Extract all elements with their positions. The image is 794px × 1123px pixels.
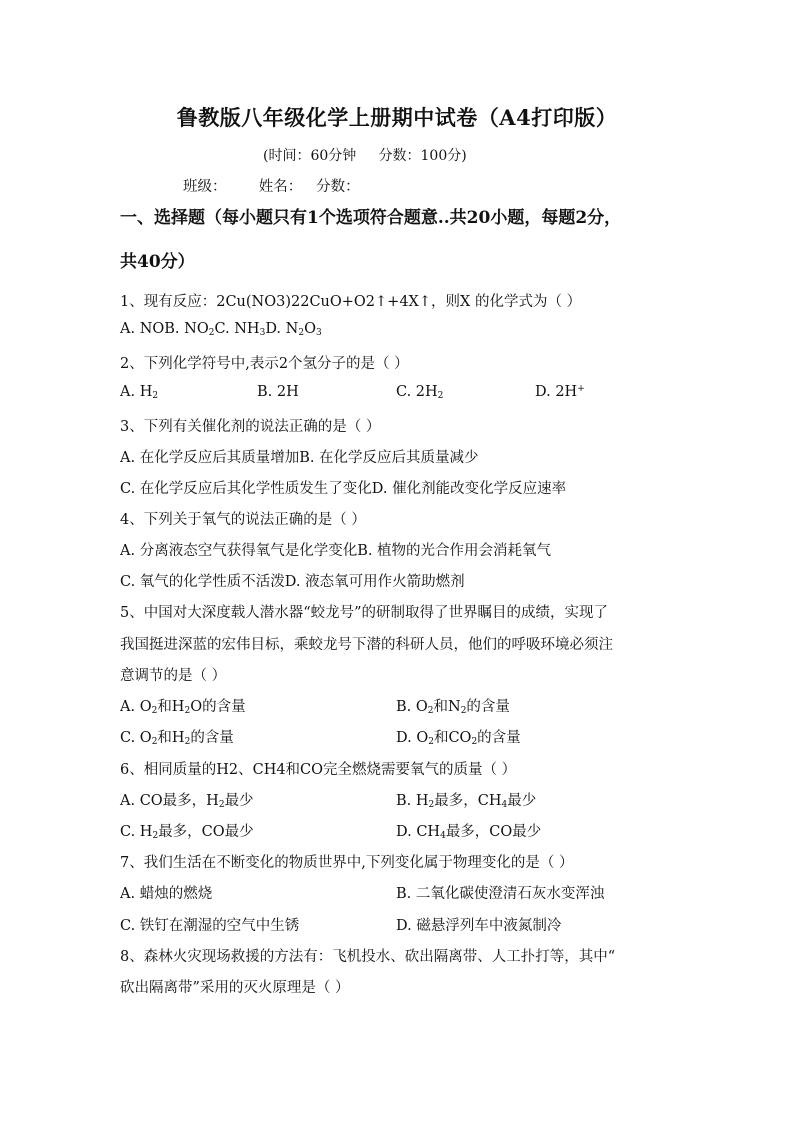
question-4-options-ab: A. 分离液态空气获得氧气是化学变化B. 植物的光合作用会消耗氧气 [120, 543, 552, 559]
question-5-option-c: C. $O_2$和$H_2$的含量 [120, 730, 234, 747]
q1-sub-4: 3 [315, 328, 322, 338]
question-3-options-cd: C. 在化学反应后其化学性质发生了变化D. 催化剂能改变化学反应速率 [120, 481, 567, 497]
section-heading [120, 196, 680, 284]
question-7-option-b: B. 二氧化碳使澄清石灰水变浑浊 [396, 886, 605, 902]
question-4-options-cd: C. 氧气的化学性质不活泼D. 液态氧可用作火箭助燃剂 [120, 574, 465, 590]
question-1-options: A. NOB. $NO_2C$. $NH_3D$. $N_2O_3$ [120, 321, 322, 338]
question-2-option-d: D. 2H+ [535, 384, 585, 400]
q1-options-part-3: D. N [265, 321, 299, 337]
question-3-stem: 3、下列有关催化剂的说法正确的是（ ） [120, 419, 381, 435]
question-2-option-b: B. 2H [257, 384, 299, 400]
question-2-stem: 2、下列化学符号中,表示2个氢分子的是（ ） [120, 356, 409, 372]
question-5-line-2: 我国挺进深蓝的宏伟目标，乘蛟龙号下潜的科研人员，他们的呼吸环境必须注 [120, 637, 613, 653]
q1-options-part-2: C. NH [214, 321, 260, 337]
question-6-stem: 6、相同质量的H2、CH4和CO完全燃烧需要氧气的质量（ ） [120, 762, 517, 778]
question-5-option-a: A. $O_2$和$H_2O$的含量 [120, 699, 246, 716]
q1-sub-1: 2 [208, 328, 215, 338]
question-7-stem: 7、我们生活在不断变化的物质世界中,下列变化属于物理变化的是（ ） [120, 855, 574, 871]
question-5-option-b: B. $O_2$和$N_2$的含量 [396, 699, 510, 716]
question-5-line-1: 5、中国对大深度载人潜水器“蛟龙号”的研制取得了世界瞩目的成绩，实现了 [120, 605, 609, 621]
question-5-option-d: D. $O_2$和$CO_2$的含量 [396, 730, 521, 747]
question-6-option-d: D. $CH_4$最多，CO最少 [396, 824, 542, 841]
class-name-score-line: 班级： 姓名： 分数： [183, 179, 360, 195]
section-heading-line-1: 一、选择题（每小题只有1个选项符合题意..共20小题，每题2分， [120, 208, 622, 228]
question-6-option-c: C. $H_2$最多，CO最少 [120, 824, 254, 841]
section-heading-line-2: 共40分） [120, 252, 195, 272]
question-3-options-ab: A. 在化学反应后其质量增加B. 在化学反应后其质量减少 [120, 450, 479, 466]
question-4-stem: 4、下列关于氧气的说法正确的是（ ） [120, 512, 366, 528]
exam-info: (时间：60分钟 分数：100分) [263, 148, 467, 164]
page-title: 鲁教版八年级化学上册期中试卷（A4打印版） [176, 105, 618, 130]
q1-options-part-1: A. NOB. NO [120, 321, 209, 337]
question-7-option-a: A. 蜡烛的燃烧 [120, 886, 213, 902]
q1-sub-2: 3 [259, 328, 266, 338]
question-8-line-2: 砍出隔离带”采用的灭火原理是（ ） [120, 980, 350, 996]
question-6-option-a: A. CO最多，$H_2$最少 [120, 793, 254, 810]
q1-sub-3: 2 [298, 328, 305, 338]
question-1-stem: 1、现有反应：2Cu(NO3)22CuO+O2↑+4X↑，则X 的化学式为（ ） [120, 294, 582, 310]
question-2-option-c: C. $2H_2$ [396, 384, 444, 401]
question-8-line-1: 8、森林火灾现场救援的方法有：飞机投水、砍出隔离带、人工扑打等，其中“ [120, 949, 616, 965]
question-7-option-d: D. 磁悬浮列车中液氮制冷 [396, 918, 562, 934]
question-2-option-a: A. $H_2$ [120, 384, 159, 401]
question-5-line-3: 意调节的是（ ） [120, 668, 227, 684]
question-6-option-b: B. $H_2$最多，$CH_4$最少 [396, 793, 537, 810]
question-7-option-c: C. 铁钉在潮湿的空气中生锈 [120, 918, 300, 934]
